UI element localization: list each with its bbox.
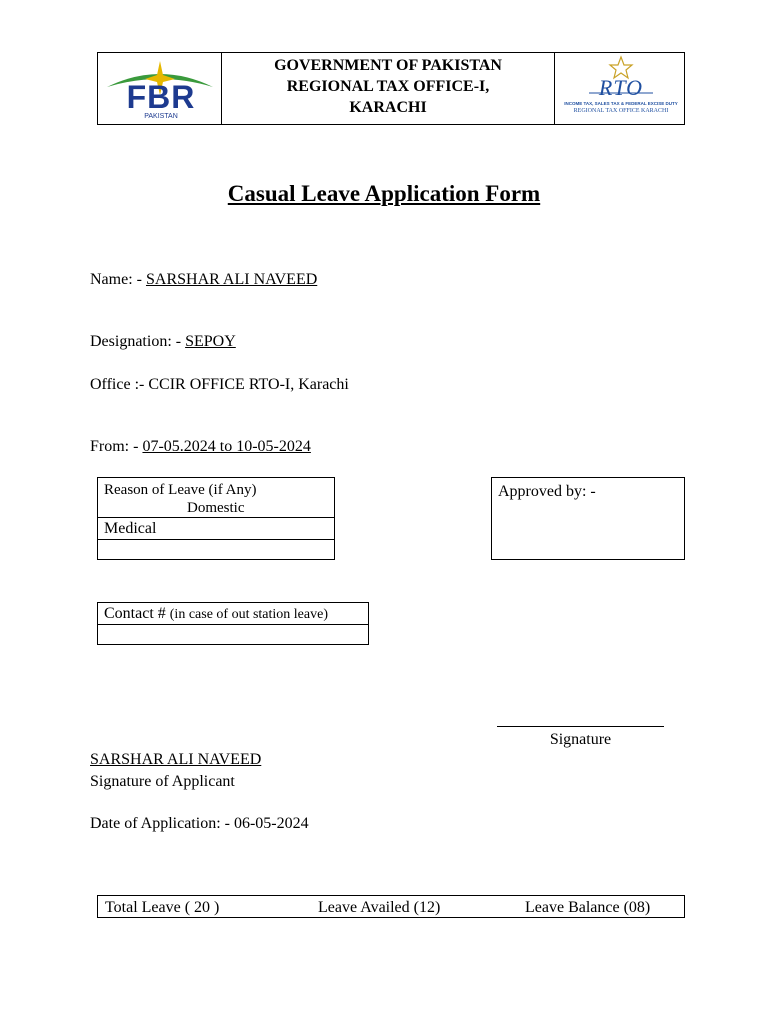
contact-box bbox=[97, 602, 369, 645]
fbr-logo bbox=[103, 57, 217, 121]
leave-availed: Leave Availed (12) bbox=[318, 899, 441, 916]
header-border-right bbox=[684, 52, 685, 124]
total-leave: Total Leave ( 20 ) bbox=[105, 899, 220, 916]
contact-label-note: (in case of out station leave) bbox=[169, 607, 328, 622]
rto-tagline-2: REGIONAL TAX OFFICE KARACHI bbox=[573, 108, 669, 114]
date-of-application: Date of Application: - 06-05-2024 bbox=[90, 815, 309, 832]
applicant-name: SARSHAR ALI NAVEED bbox=[90, 751, 262, 768]
from-value: 07-05.2024 to 10-05-2024 bbox=[142, 438, 311, 455]
reason-subheader: Domestic bbox=[187, 500, 245, 516]
leave-balance: Leave Balance (08) bbox=[525, 899, 651, 916]
reason-header: Reason of Leave (if Any) bbox=[104, 482, 257, 498]
name-label: Name: - bbox=[90, 271, 146, 288]
header-line-1: GOVERNMENT OF PAKISTAN bbox=[274, 57, 502, 74]
header-border-left bbox=[97, 52, 98, 124]
signature-label: Signature bbox=[549, 731, 612, 748]
reason-of-leave-box bbox=[97, 477, 335, 560]
header-line-2: REGIONAL TAX OFFICE-I, bbox=[286, 78, 490, 95]
form-title: Casual Leave Application Form bbox=[227, 181, 541, 206]
from-label: From: - bbox=[90, 438, 143, 455]
office-field: Office :- CCIR OFFICE RTO-I, Karachi bbox=[90, 376, 349, 393]
leave-summary-box bbox=[97, 895, 685, 918]
rto-tagline-1: INCOME TAX, SALES TAX & FEDERAL EXCISE DUTY bbox=[564, 101, 678, 106]
rto-logo bbox=[563, 55, 679, 121]
contact-label-main: Contact # bbox=[104, 605, 170, 622]
reason-header-row bbox=[98, 478, 334, 518]
contact-label bbox=[104, 606, 328, 622]
designation-label: Designation: - bbox=[90, 333, 186, 350]
header-title-block bbox=[221, 53, 555, 124]
approved-by-label: Approved by: - bbox=[498, 483, 596, 500]
designation-field bbox=[90, 334, 236, 350]
approved-by-box bbox=[491, 477, 685, 560]
applicant-signature-label: Signature of Applicant bbox=[90, 773, 235, 790]
contact-header-row bbox=[98, 603, 368, 625]
name-value: SARSHAR ALI NAVEED bbox=[145, 271, 318, 288]
header-line-3: KARACHI bbox=[349, 99, 427, 116]
from-field bbox=[90, 439, 311, 455]
fbr-logo-text: FBR bbox=[126, 79, 196, 115]
name-field bbox=[90, 272, 317, 288]
letterhead bbox=[97, 52, 685, 125]
signature-line bbox=[497, 726, 664, 727]
designation-value: SEPOY bbox=[185, 333, 236, 350]
reason-value: Medical bbox=[104, 520, 157, 537]
reason-value-row bbox=[98, 518, 334, 540]
rto-logo-text: RTO bbox=[598, 75, 644, 100]
fbr-logo-subtext: PAKISTAN bbox=[144, 113, 178, 120]
